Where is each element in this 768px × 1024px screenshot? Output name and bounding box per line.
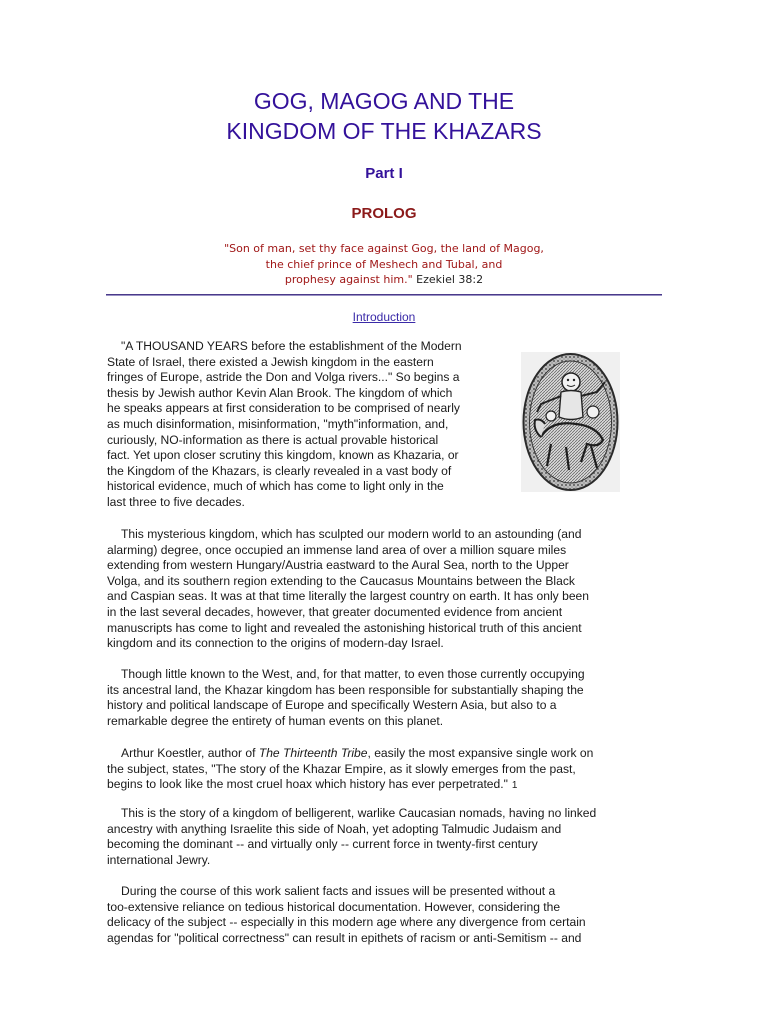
part-heading: Part I [365, 165, 403, 182]
p6-line: agendas for "political correctness" can result in epithets of racism or anti-Semitism -- and [107, 930, 582, 945]
p4-line3: begins to look like the most cruel hoax which history has ever perpetrated." [107, 777, 508, 792]
scripture-line-2: the chief prince of Meshech and Tubal, and [265, 257, 503, 271]
khazar-coin-image [521, 352, 620, 492]
p2-line: manuscripts has come to light and revealed the astonishing historical truth of this ancient [107, 620, 582, 635]
scripture-line-1: "Son of man, set thy face against Gog, the land of Magog, [224, 242, 544, 255]
scripture-reference: Ezekiel 38:2 [412, 273, 484, 286]
p4-line: the subject, states, "The story of the Khazar Empire, as it slowly emerges from the past, [107, 761, 576, 776]
p2-line: alarming) degree, once occupied an immense land area of over a million square miles [107, 542, 567, 557]
p1-line: State of Israel, there existed a Jewish kingdom in the eastern [107, 354, 434, 369]
p5-line: This is the story of a kingdom of belligerent, warlike Caucasian nomads, having no linked [121, 806, 597, 820]
p2-line: extending from western Hungary/Austria eastward to the Aural Sea, north to the Upper [107, 558, 569, 573]
p6-line: too-extensive reliance on tedious historical documentation. However, considering the [107, 899, 561, 914]
p1-line: as much disinformation, misinformation, "myth"information, and, [107, 416, 449, 431]
p1-line: fact. Yet upon closer scrutiny this kingdom, known as Khazaria, or [107, 448, 459, 463]
scripture-line-3 [0, 272, 768, 288]
p6-line: delicacy of the subject -- especially in this modern age where any divergence from certain [107, 915, 586, 930]
p3-line: history and political landscape of Europe and specifically Western Asia, but also to a [107, 698, 557, 713]
introduction-link[interactable]: Introduction [352, 310, 416, 324]
paragraph-6 [107, 884, 667, 946]
p5-line: international Jewry. [107, 852, 211, 867]
coin-engraving-illustration [521, 352, 620, 492]
p2-line: kingdom and its connection to the origins of modern-day Israel. [107, 636, 444, 651]
section-heading: PROLOG [351, 205, 417, 222]
scripture-line-3-text: prophesy against him." [284, 273, 413, 286]
footnote-marker[interactable]: 1 [511, 780, 518, 792]
paragraph-3 [107, 667, 667, 729]
p4-line1-after: , easily the most expansive single work on [367, 746, 594, 760]
p1-line: curiously, NO-information as there is actual provable historical [107, 432, 439, 447]
paragraph-4 [107, 746, 667, 794]
p1-line: historical evidence, much of which has come to light only in the [107, 479, 444, 494]
p1-line: last three to five decades. [107, 494, 245, 509]
p6-line: During the course of this work salient facts and issues will be presented without a [121, 884, 556, 898]
p1-line: he speaks appears at first consideration to be comprised of nearly [107, 401, 460, 416]
scripture-quote [0, 241, 768, 288]
p4-line [107, 746, 667, 762]
p2-line: Volga, and its southern region extending to the Caucasus Mountains between the Black [107, 573, 575, 588]
p1-line: thesis by Jewish author Kevin Alan Brook. The kingdom of which [107, 385, 453, 400]
book-title: The Thirteenth Tribe [258, 746, 368, 760]
title-line-1: GOG, MAGOG AND THE [253, 88, 515, 114]
p2-line: This mysterious kingdom, which has sculpted our modern world to an astounding (and [121, 527, 582, 541]
p1-line: fringes of Europe, astride the Don and Volga rivers..." So begins a [107, 370, 460, 385]
paragraph-1 [107, 339, 509, 511]
p1-line: the Kingdom of the Khazars, is clearly revealed in a vast body of [107, 463, 452, 478]
p4-line1-before: Arthur Koestler, author of [121, 746, 259, 760]
p1-line: "A THOUSAND YEARS before the establishment of the Modern [121, 339, 462, 353]
title-line-2: KINGDOM OF THE KHAZARS [226, 118, 542, 144]
p5-line: becoming the dominant -- and virtually only -- current force in twenty-first century [107, 837, 538, 852]
p3-line: Though little known to the West, and, for that matter, to even those currently occupying [121, 667, 585, 681]
paragraph-5 [107, 806, 667, 868]
p2-line: in the last several decades, however, that greater documented evidence from ancient [107, 604, 563, 619]
p4-line [107, 777, 667, 794]
p2-line: and Caspian seas. It was at that time literally the largest country on earth. It has only been [107, 589, 589, 604]
p3-line: its ancestral land, the Khazar kingdom has been responsible for substantially shaping the [107, 682, 584, 697]
page-title [0, 86, 768, 146]
paragraph-2 [107, 527, 667, 652]
horizontal-rule [106, 294, 662, 296]
p3-line: remarkable degree the entirety of human events on this planet. [107, 713, 444, 728]
p5-line: ancestry with anything Israelite this side of Noah, yet adopting Talmudic Judaism and [107, 821, 562, 836]
